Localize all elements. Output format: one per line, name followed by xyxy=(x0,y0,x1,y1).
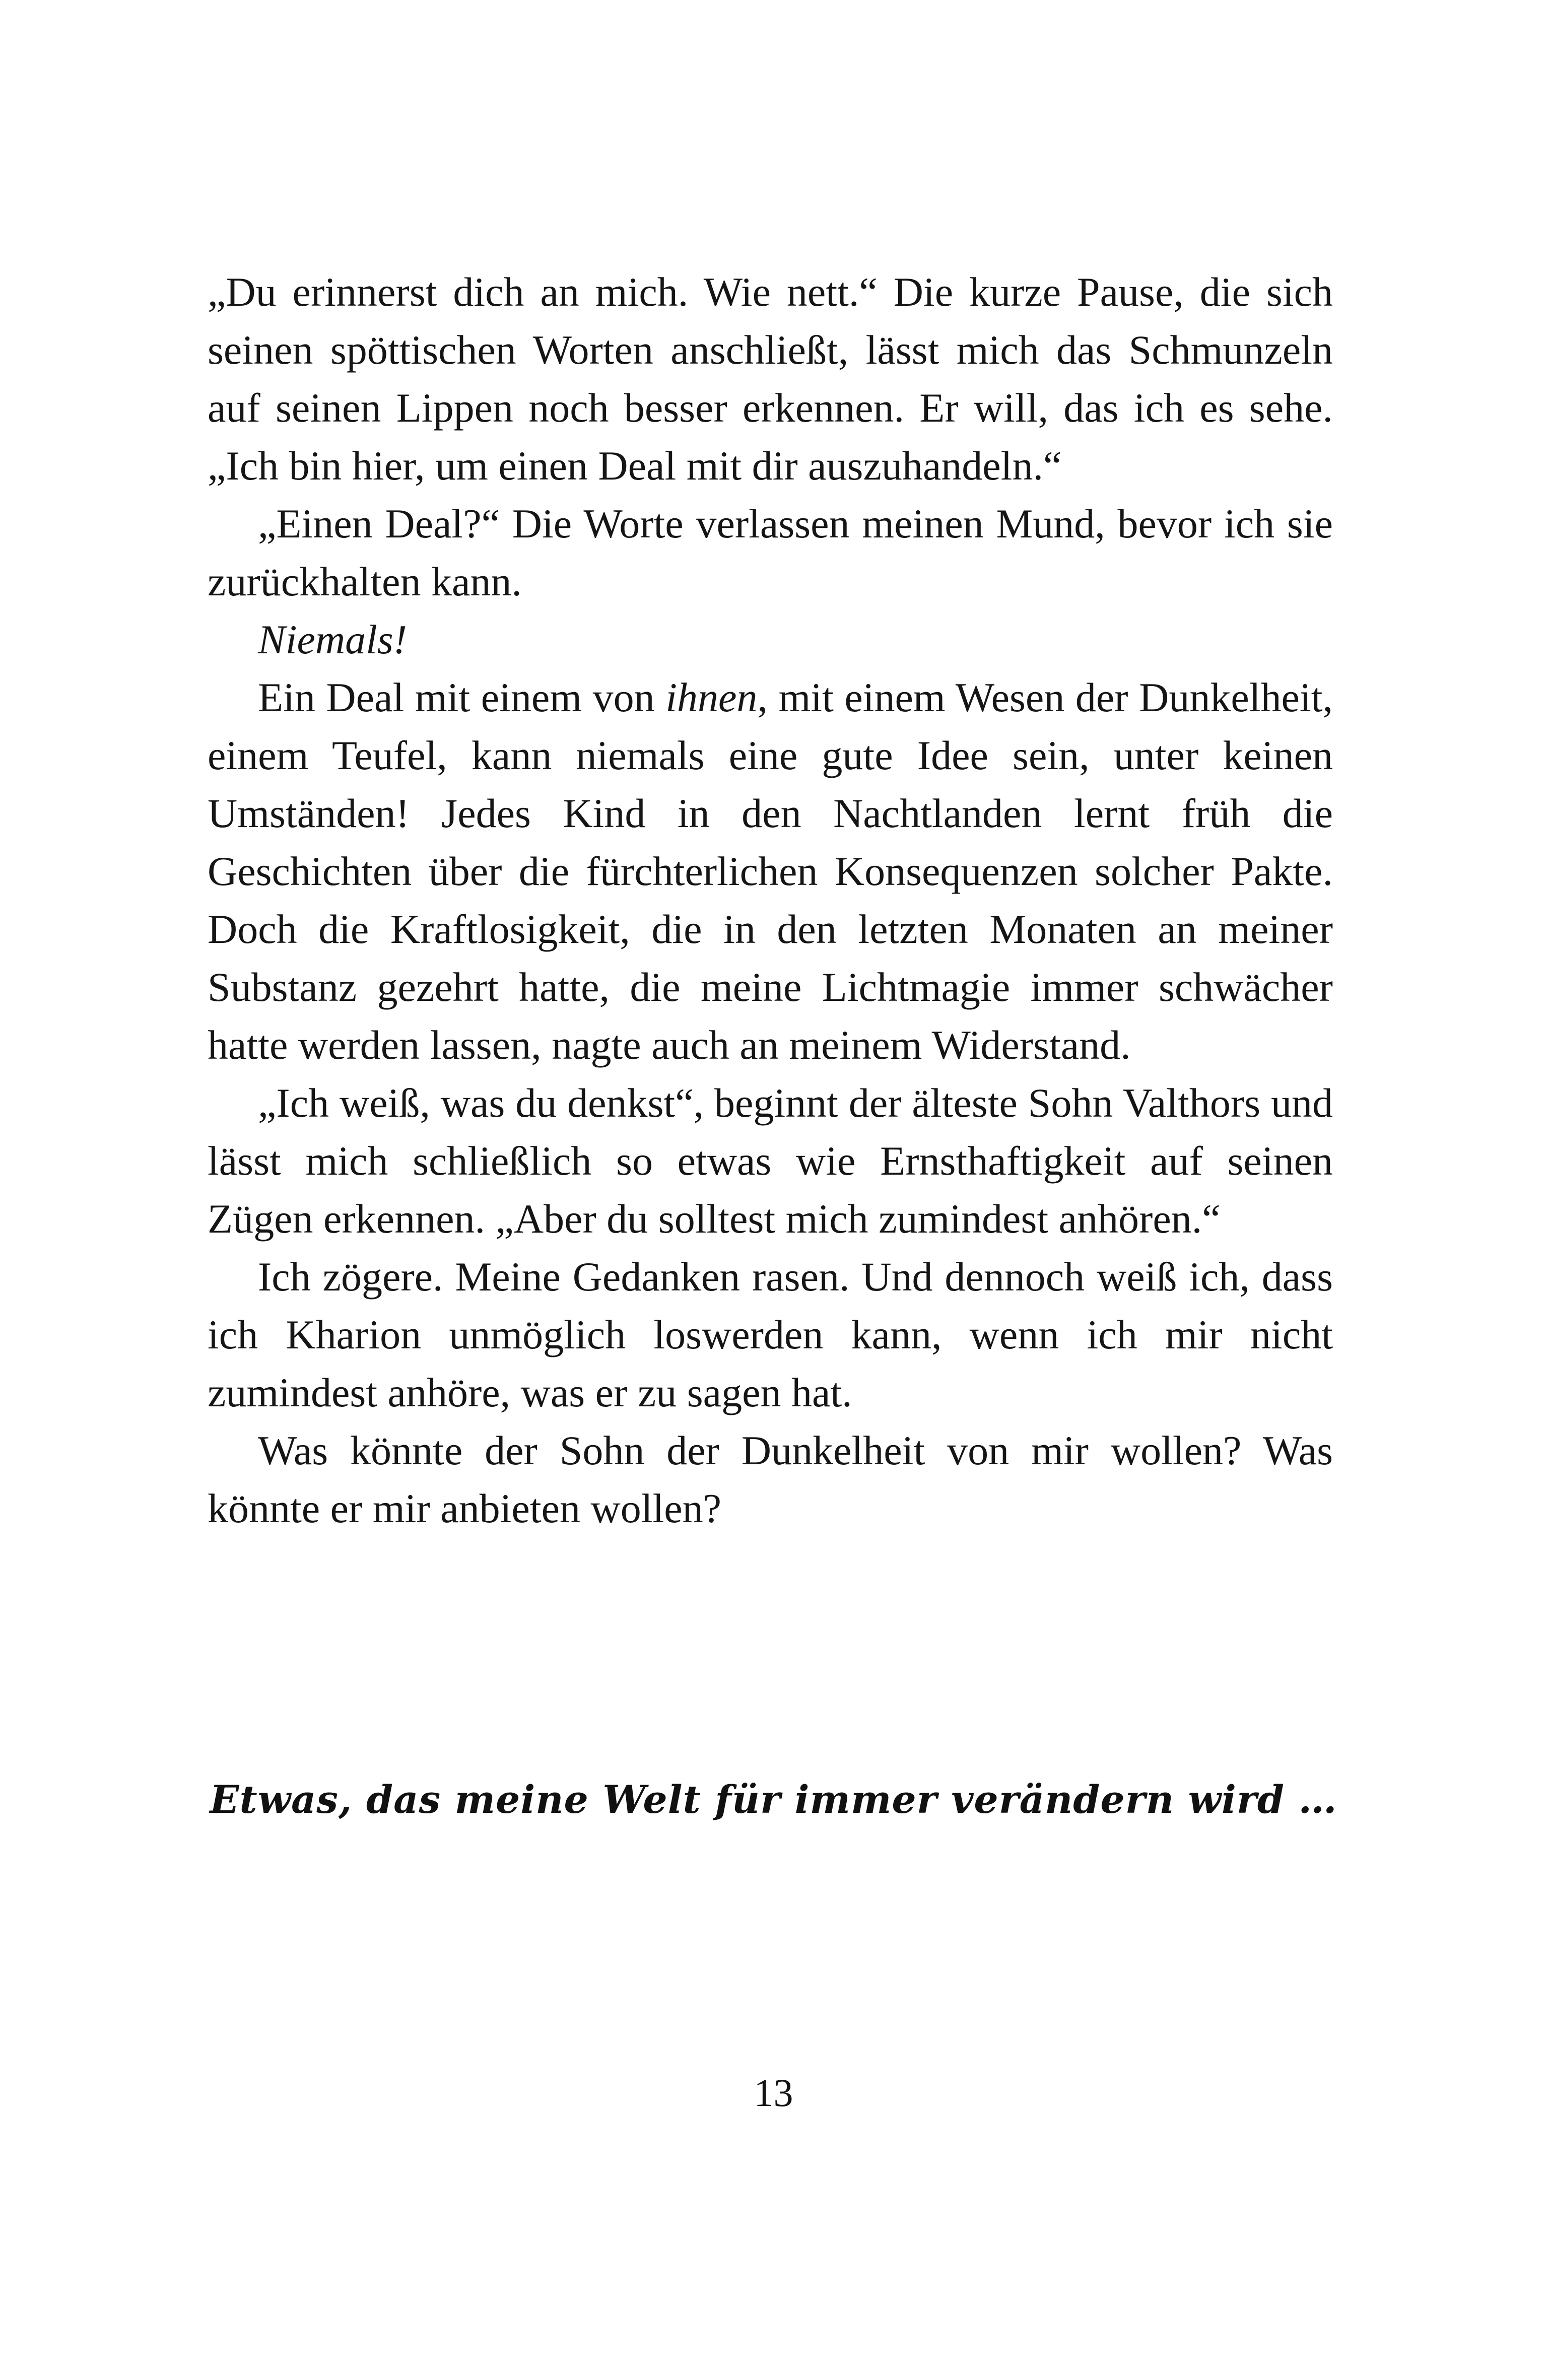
paragraph-hesitate: Ich zögere. Meine Gedanken rasen. Und dennoch weiß ich, dass ich Kharion unmöglich loswerden kann, wenn ich mir nicht zumindest anhöre, was er zu sagen hat. xyxy=(208,1254,1333,1415)
closing-line: Etwas, das meine Welt für immer verändern wird … xyxy=(210,1777,1337,1822)
emphasis-never: Niemals! xyxy=(258,617,408,662)
body-text xyxy=(208,263,1333,1537)
paragraph-deal-warning xyxy=(208,668,1333,1074)
paragraph-what-could: Was könnte der Sohn der Dunkelheit von mir wollen? Was könnte er mir anbieten wollen? xyxy=(208,1427,1333,1531)
paragraph-i-know: „Ich weiß, was du denkst“, beginnt der älteste Sohn Valthors und lässt mich schließlich so etwas wie Ernsthaftigkeit auf seinen Zügen erkennen. „Aber du solltest mich zumindest anhören.“ xyxy=(208,1080,1333,1242)
paragraph-greeting: „Du erinnerst dich an mich. Wie nett.“ Die kurze Pause, die sich seinen spöttischen Worten anschließt, lässt mich das Schmunzeln auf seinen Lippen noch besser erkennen. Er will, das ich es sehe. „Ich bin hier, um einen Deal mit dir auszuhandeln.“ xyxy=(208,269,1333,489)
emphasis-them: ihnen xyxy=(665,674,758,720)
paragraph-never xyxy=(208,610,1333,668)
warning-text-rest: , mit einem Wesen der Dunkelheit, einem Teufel, kann niemals eine gute Idee sein, unter keinen Umständen! Jedes Kind in den Nachtlanden lernt früh die Geschichten über die fürchterlichen Konsequenzen solcher Pakte. Doch die Kraftlosigkeit, die in den letzten Monaten an meiner Substanz gezehrt hatte, die meine Lichtmagie immer schwächer hatte werden lassen, nagte auch an meinem Widerstand. xyxy=(208,674,1333,1068)
warning-text-start: Ein Deal mit einem von xyxy=(258,674,666,720)
page-number: 13 xyxy=(754,2071,793,2115)
paragraph-deal-question: „Einen Deal?“ Die Worte verlassen meinen Mund, bevor ich sie zurückhalten kann. xyxy=(208,501,1333,604)
